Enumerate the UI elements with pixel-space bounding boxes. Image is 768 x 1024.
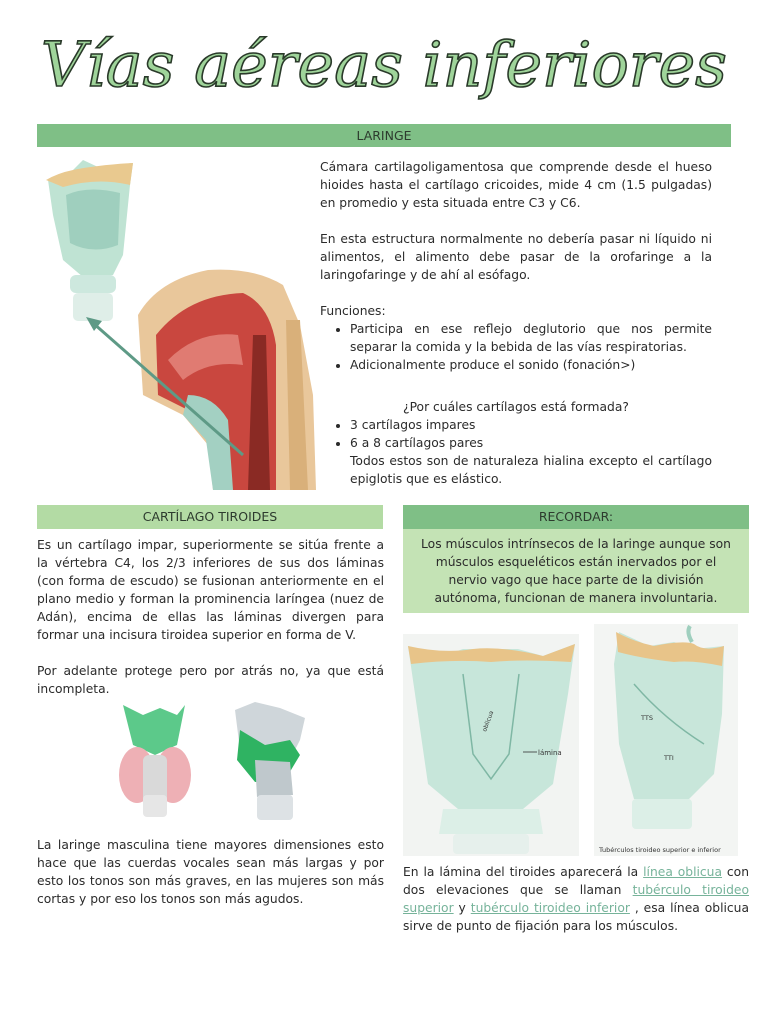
funciones-label: Funciones: — [320, 304, 386, 318]
tiroides-p3: La laringe masculina tiene mayores dimensiones esto hace que las cuerdas vocales sean más largas y por esto los tonos son más graves, en las mujeres son más cortas y por eso los tonos son más agudos. — [37, 838, 384, 906]
list-item: • 6 a 8 cartílagos pares — [350, 434, 712, 452]
tts-label: TTS — [641, 714, 653, 722]
recordar-header: RECORDAR: — [403, 505, 749, 529]
page-title-text: Vías aéreas inferiores — [41, 28, 727, 101]
list-item: • Participa en ese reflejo deglutorio que nos permite separar la comida y la bebida de las vías respiratorias. — [350, 320, 712, 356]
tiroides-p1: Es un cartílago impar, superiormente se sitúa frente a la vértebra C4, los 2/3 inferiores de sus dos láminas (con forma de escudo) se fusionan anteriormente en el plano medio y forman la prominencia laríngea (nuez de Adán), encima de ellas las láminas divergen para formar una incisura tiroidea superior en forma de V. — [37, 538, 384, 642]
thyroid-lateral-illustration — [594, 624, 738, 856]
tti-label: TTI — [664, 754, 674, 762]
tiroides-text-2 — [37, 836, 384, 908]
list-item: • 3 cartílagos impares — [350, 416, 712, 434]
page-title — [0, 18, 768, 108]
laringe-header: LARINGE — [37, 124, 731, 147]
laringe-p1: Cámara cartilagoligamentosa que comprende desde el hueso hioides hasta el cartílago cricoides, mide 4 cm (1.5 pulgadas) en promedio y esta situada entre C3 y C6. — [320, 160, 712, 210]
tiroides-text — [37, 536, 384, 698]
laringe-text — [320, 158, 712, 488]
cartilagos-list — [320, 416, 712, 452]
thyroid-cartilage-illustrations — [115, 700, 315, 825]
linea-oblicua-link[interactable]: línea oblicua — [643, 865, 723, 879]
tuberculo-inferior-link[interactable]: tubérculo tiroideo inferior — [470, 901, 630, 915]
lamina-paragraph — [403, 863, 749, 935]
lamina-text-4: , esa línea oblicua sirve de punto de fijación para los músculos. — [403, 901, 749, 933]
laringe-p2: En esta estructura normalmente no debería pasar ni líquido ni alimentos, el alimento debe pasar de la orofaringe a la laringofaringe y de ahí al esófago. — [320, 232, 712, 282]
lamina-text-1: En la lámina del tiroides aparecerá la — [403, 865, 644, 879]
tiroides-header: CARTÍLAGO TIROIDES — [37, 505, 383, 529]
funciones-list — [320, 320, 712, 374]
lamina-label: lámina — [538, 749, 562, 757]
cartilagos-question: ¿Por cuáles cartílagos está formada? — [403, 400, 629, 414]
thyroid-front-illustration — [403, 634, 579, 856]
tuberculo-superior-link[interactable]: tubérculo tiroideo superior — [403, 883, 749, 915]
recordar-box: Los músculos intrínsecos de la laringe aunque son músculos esqueléticos están inervados por el nervio vago que hace parte de la división autónoma, funcionan de manera involuntaria. — [403, 529, 749, 613]
oblicua-label: oblicua — [481, 709, 496, 733]
tiroides-p2: Por adelante protege pero por atrás no, ya que está incompleta. — [37, 664, 384, 696]
figure-caption: Tubérculos tiroideo superior e inferior — [599, 846, 721, 854]
lamina-text-2: con dos elevaciones que se llaman — [403, 865, 749, 897]
cartilagos-note: Todos estos son de naturaleza hialina excepto el cartílago epiglotis que es elástico. — [350, 454, 712, 486]
lamina-text — [403, 863, 749, 935]
list-item: • Adicionalmente produce el sonido (fonación>) — [350, 356, 712, 374]
larynx-sagittal-illustration — [38, 155, 320, 490]
lamina-text-3: y — [453, 901, 471, 915]
